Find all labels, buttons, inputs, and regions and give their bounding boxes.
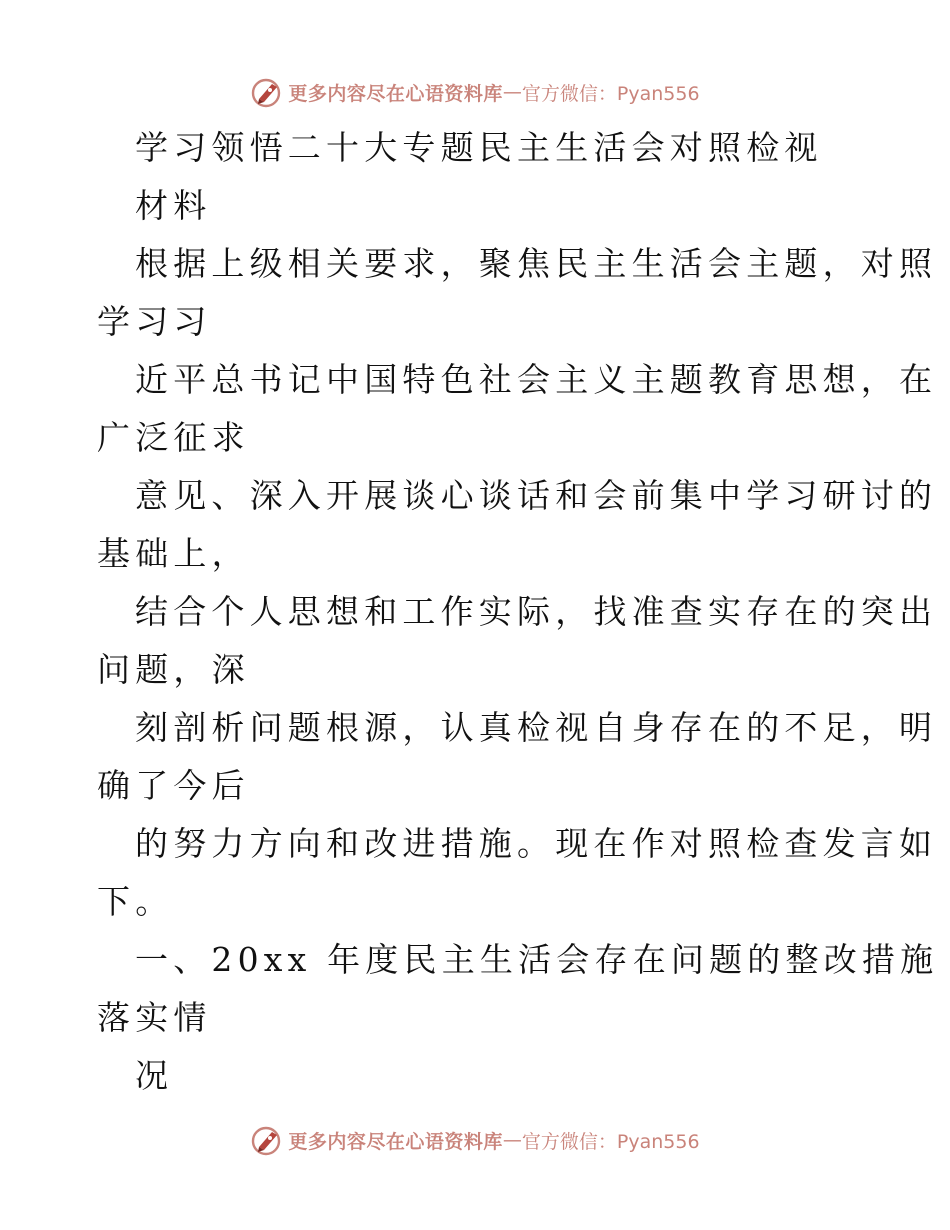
document-line: 结合个人思想和工作实际，找准查实存在的突出 <box>135 592 938 631</box>
document-line: 根据上级相关要求，聚焦民主生活会主题，对照 <box>135 244 938 283</box>
document-line: 刻剖析问题根源，认真检视自身存在的不足，明 <box>135 708 938 747</box>
watermark-site-text: 更多内容尽在心语资料库 <box>288 82 503 105</box>
pen-logo-icon <box>250 75 284 109</box>
watermark-dash: — <box>502 81 522 103</box>
document-line: 广泛征求 <box>97 418 250 457</box>
document-line: 问题，深 <box>97 650 250 689</box>
document-line: 学习习 <box>97 302 212 341</box>
document-line: 的努力方向和改进措施。现在作对照检查发言如 <box>135 824 938 863</box>
pen-logo-icon <box>250 1123 284 1157</box>
header-watermark <box>0 72 950 112</box>
document-line: 意见、深入开展谈心谈话和会前集中学习研讨的 <box>135 476 938 515</box>
watermark-wechat-text: 官方微信：Pyan556 <box>521 82 700 105</box>
document-line: 落实情 <box>97 998 212 1037</box>
document-line: 况 <box>135 1056 174 1095</box>
watermark-wechat-text: 官方微信：Pyan556 <box>521 1130 700 1153</box>
document-line: 材料 <box>135 186 212 225</box>
watermark-dash: — <box>502 1129 522 1151</box>
document-line: 基础上， <box>97 534 250 573</box>
document-line: 近平总书记中国特色社会主义主题教育思想，在 <box>135 360 938 399</box>
document-line: 一、20xx 年度民主生活会存在问题的整改措施 <box>135 940 939 979</box>
document-line: 下。 <box>97 882 174 921</box>
watermark-site-text: 更多内容尽在心语资料库 <box>288 1130 503 1153</box>
document-line: 确了今后 <box>97 766 250 805</box>
document-line: 学习领悟二十大专题民主生活会对照检视 <box>135 128 823 167</box>
footer-watermark <box>0 1120 950 1160</box>
